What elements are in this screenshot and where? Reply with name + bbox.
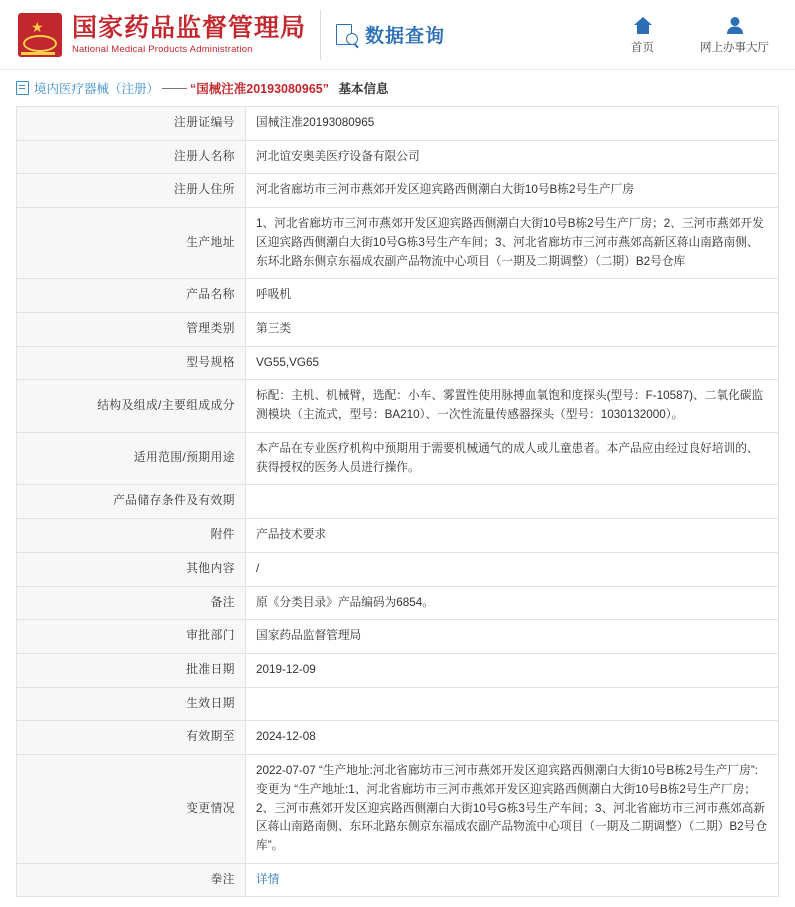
breadcrumb-section[interactable]: 境内医疗器械（注册） — [34, 82, 160, 96]
table-row — [17, 380, 779, 432]
table-row — [17, 346, 779, 380]
table-row — [17, 552, 779, 586]
organization-name-en: National Medical Products Administration — [72, 44, 253, 56]
table-row — [17, 687, 779, 721]
row-label: 其他内容 — [17, 552, 246, 586]
row-value: 本产品在专业医疗机构中预期用于需要机械通气的成人或儿童患者。本产品应由经过良好培训的、获得授权的医务人员进行操作。 — [246, 432, 779, 484]
row-value: 国械注准20193080965 — [246, 107, 779, 141]
row-label: 附件 — [17, 519, 246, 553]
row-label: 生产地址 — [17, 208, 246, 279]
row-label: 产品名称 — [17, 279, 246, 313]
breadcrumb-tail: 基本信息 — [338, 82, 389, 96]
nav-item-service-hall[interactable] — [700, 14, 769, 55]
breadcrumb-separator: —— — [162, 81, 188, 95]
row-value: 2024-12-08 — [246, 721, 779, 755]
row-value — [246, 485, 779, 519]
table-row — [17, 721, 779, 755]
table-body — [17, 107, 779, 897]
row-value: 2022-07-07 “生产地址:河北省廊坊市三河市燕郊开发区迎宾路西侧潮白大街10号B栋2号生产厂房”:变更为 “生产地址:1、河北省廊坊市三河市燕郊开发区迎宾路西侧潮白大街10号B栋2号生产厂房；2、三河市燕郊开发区迎宾路西侧潮白大街10号G栋3号生产车间；3、河北省廊坊市三河市燕郊高新区蒋山南路南侧、东环北路东侧京东福成农副产品物流中心项目（一期及二期调整）（二期）B2号仓库”。 — [246, 755, 779, 864]
nav-item-home-label: 首页 — [631, 42, 654, 54]
organization-names — [72, 10, 321, 60]
row-label: 适用范围/预期用途 — [17, 432, 246, 484]
nav-item-service-hall-label: 网上办事大厅 — [700, 42, 769, 54]
row-value — [246, 687, 779, 721]
national-emblem-icon — [18, 13, 62, 57]
row-label: 产品储存条件及有效期 — [17, 485, 246, 519]
row-label: 备注 — [17, 586, 246, 620]
table-row — [17, 485, 779, 519]
emblem-ring — [23, 35, 57, 52]
table-row — [17, 653, 779, 687]
table-row — [17, 140, 779, 174]
emblem-bar — [21, 52, 55, 55]
row-value: 产品技术要求 — [246, 519, 779, 553]
row-value: 2019-12-09 — [246, 653, 779, 687]
row-value: 国家药品监督管理局 — [246, 620, 779, 654]
table-row — [17, 174, 779, 208]
table-row — [17, 279, 779, 313]
row-label: 管理类别 — [17, 313, 246, 347]
home-icon — [633, 14, 653, 36]
row-value: 河北省廊坊市三河市燕郊开发区迎宾路西侧潮白大街10号B栋2号生产厂房 — [246, 174, 779, 208]
document-icon — [16, 81, 29, 95]
breadcrumb-space — [332, 81, 335, 95]
row-label: 变更情况 — [17, 755, 246, 864]
breadcrumb-highlight: “国械注准20193080965” — [190, 82, 329, 96]
organization-name-cn: 国家药品监督管理局 — [72, 13, 307, 42]
row-label: 拳注 — [17, 863, 246, 897]
row-label: 批准日期 — [17, 653, 246, 687]
row-label: 注册证编号 — [17, 107, 246, 141]
table-row — [17, 313, 779, 347]
row-label: 有效期至 — [17, 721, 246, 755]
row-value: 原《分类目录》产品编码为6854。 — [246, 586, 779, 620]
row-label: 注册人住所 — [17, 174, 246, 208]
row-value: / — [246, 552, 779, 586]
top-navigation — [631, 14, 769, 55]
user-icon — [726, 14, 744, 36]
registration-info-table — [16, 106, 779, 897]
table-row — [17, 519, 779, 553]
table-row — [17, 586, 779, 620]
document-search-icon — [335, 23, 359, 47]
row-label: 型号规格 — [17, 346, 246, 380]
info-table-wrapper — [0, 106, 795, 907]
row-value: 呼吸机 — [246, 279, 779, 313]
row-value: 河北谊安奥美医疗设备有限公司 — [246, 140, 779, 174]
table-row — [17, 755, 779, 864]
table-row — [17, 620, 779, 654]
page-header — [0, 0, 795, 70]
row-label: 结构及组成/主要组成成分 — [17, 380, 246, 432]
table-row — [17, 107, 779, 141]
row-label: 注册人名称 — [17, 140, 246, 174]
system-name-label: 数据查询 — [365, 26, 446, 47]
row-value: 标配：主机、机械臂，选配：小车、雾置性使用脉搏血氧饱和度探头(型号：F-10587)、二氧化碳监测模块（主流式，型号：BA210）、一次性流量传感器探头（型号：1030132000）。 — [246, 380, 779, 432]
table-row-detail — [17, 863, 779, 897]
detail-link[interactable]: 详情 — [256, 872, 280, 886]
system-name[interactable] — [335, 21, 445, 48]
row-value: VG55,VG65 — [246, 346, 779, 380]
row-value: 1、河北省廊坊市三河市燕郊开发区迎宾路西侧潮白大街10号B栋2号生产厂房；2、三河市燕郊开发区迎宾路西侧潮白大街10号G栋3号生产车间；3、河北省廊坊市三河市燕郊高新区蒋山南路南侧、东环北路东侧京东福成农副产品物流中心项目（一期及二期调整）（二期）B2号仓库 — [246, 208, 779, 279]
row-label: 生效日期 — [17, 687, 246, 721]
breadcrumb — [0, 70, 795, 106]
emblem-star: ★ — [31, 18, 44, 35]
nav-item-home[interactable] — [631, 14, 654, 55]
row-label: 审批部门 — [17, 620, 246, 654]
table-row — [17, 432, 779, 484]
row-value — [246, 863, 779, 897]
row-value: 第三类 — [246, 313, 779, 347]
table-row — [17, 208, 779, 279]
